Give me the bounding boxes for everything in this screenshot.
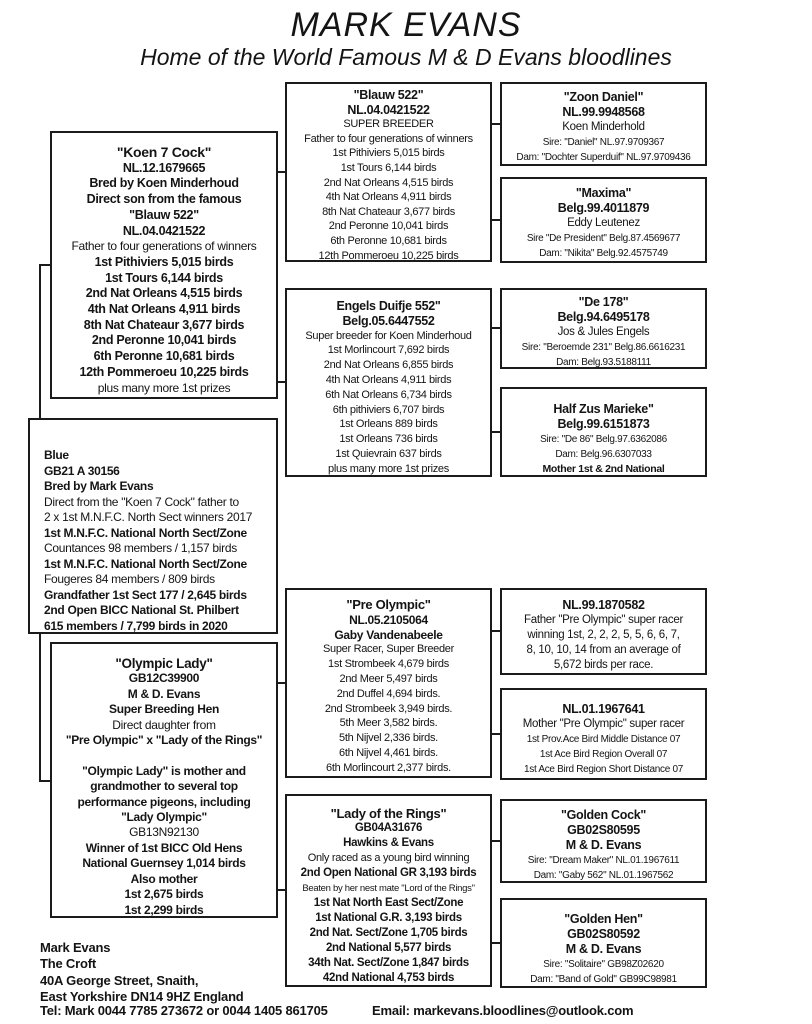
pedigree-line: Blue <box>44 448 69 462</box>
pedigree-line: winning 1st, 2, 2, 2, 5, 5, 6, 6, 7, <box>527 629 680 641</box>
pedigree-line: Belg.94.6495178 <box>557 310 650 324</box>
footer-address <box>40 940 244 1006</box>
pedigree-line: NL.04.0421522 <box>122 223 206 238</box>
pedigree-line: Belg.99.4011879 <box>557 201 650 215</box>
pedigree-line: Father "Pre Olympic" super racer <box>524 614 683 626</box>
pedigree-line: NL.01.1967641 <box>562 702 645 716</box>
pedigree-line: M & D. Evans <box>565 942 642 956</box>
pedigree-box-blauw-522 <box>285 82 492 262</box>
pedigree-line: 1st M.N.F.C. National North Sect/Zone <box>44 525 247 540</box>
pedigree-box-golden-hen <box>500 898 707 988</box>
pedigree-line: Half Zus Marieke" <box>553 402 654 416</box>
pedigree-line: 2nd Duffel 4,694 birds. <box>336 687 441 700</box>
pedigree-line: SUPER BREEDER <box>343 118 434 131</box>
pedigree-line: "Golden Cock" <box>560 808 647 822</box>
pedigree-line: Koen Minderhold <box>562 121 645 133</box>
pedigree-line: 1st Pithiviers 5,015 birds <box>94 254 234 269</box>
pedigree-line: GB13N92130 <box>129 825 199 840</box>
pedigree-line: 8, 10, 10, 14 from an average of <box>526 644 681 656</box>
footer-email: Email: markevans.bloodlines@outlook.com <box>372 1003 634 1018</box>
line-spacer <box>52 748 276 763</box>
pedigree-line: 42nd National 4,753 birds <box>322 972 455 984</box>
pedigree-box-maxima <box>500 177 707 263</box>
pedigree-line: GB02S80592 <box>567 927 640 941</box>
pedigree-line: Countances 98 members / 1,157 birds <box>44 541 237 555</box>
pedigree-line: 1st Ace Bird Region Overall 07 <box>539 749 668 760</box>
pedigree-line: Sire: "Daniel" NL.97.9709367 <box>542 137 665 148</box>
pedigree-box-golden-cock <box>500 799 707 883</box>
pedigree-line: "Blauw 522" <box>353 88 424 102</box>
pedigree-line: 1st 2,675 birds <box>124 887 204 902</box>
pedigree-line: "Zoon Daniel" <box>563 90 644 104</box>
pedigree-line: Beaten by her nest mate "Lord of the Rings" <box>302 883 475 894</box>
pedigree-line: Direct from the "Koen 7 Cock" father to <box>44 494 239 509</box>
pedigree-line: 12th Pommeroeu 10,225 birds <box>318 249 459 262</box>
pedigree-line: Dam: "Gaby 562" NL.01.1967562 <box>533 870 674 881</box>
pedigree-line: Dam: Belg.96.6307033 <box>555 449 652 460</box>
pedigree-line: Father to four generations of winners <box>71 239 257 254</box>
pedigree-line: Mother 1st & 2nd National <box>542 463 665 475</box>
pedigree-box-engels-duifje-552 <box>285 288 492 477</box>
pedigree-line: NL.99.9948568 <box>562 105 645 119</box>
pedigree-line: performance pigeons, including <box>77 794 251 809</box>
pedigree-line: Dam: "Dochter Superduif" NL.97.9709436 <box>516 152 691 163</box>
pedigree-line: 2 x 1st M.N.F.C. North Sect winners 2017 <box>44 510 253 524</box>
pedigree-box-nl01-1967641 <box>500 688 707 780</box>
pedigree-line: GB02S80595 <box>567 823 640 837</box>
pedigree-line: Dam: Belg.93.5188111 <box>556 357 651 368</box>
pedigree-line: "Lady Olympic" <box>121 810 207 825</box>
pedigree-line: 2nd Nat. Sect/Zone 1,705 birds <box>309 927 468 939</box>
pedigree-line: 2nd National 5,577 birds <box>325 942 452 954</box>
pedigree-line: 5,672 birds per race. <box>553 659 654 671</box>
pedigree-line: 1st Morlincourt 7,692 birds <box>327 344 450 357</box>
pedigree-line: 2nd Nat Orleans 4,515 birds <box>323 176 454 189</box>
pedigree-line: Super breeder for Koen Minderhoud <box>305 329 472 342</box>
pedigree-line: 8th Nat Chateaur 3,677 birds <box>83 317 245 332</box>
pedigree-line: 6th Nijvel 4,461 birds. <box>339 746 438 759</box>
pedigree-line: "Pre Olympic" <box>346 597 431 612</box>
pedigree-line: The Croft <box>40 956 96 972</box>
pedigree-line: 1st Nat North East Sect/Zone <box>313 897 464 909</box>
pedigree-box-lady-of-the-rings <box>285 794 492 987</box>
pedigree-line: Sire: "Dream Maker" NL.01.1967611 <box>527 855 680 866</box>
pedigree-line: Engels Duifje 552" <box>336 299 441 313</box>
pedigree-line: 2nd Nat Orleans 6,855 birds <box>323 359 454 372</box>
pedigree-line: Sire: "Beroemde 231" Belg.86.6616231 <box>521 342 686 353</box>
pedigree-line: NL.12.1679665 <box>122 160 206 175</box>
pedigree-box-koen-7-cock <box>50 131 278 399</box>
pedigree-line: "Blauw 522" <box>129 207 199 222</box>
pedigree-line: 1st 2,299 birds <box>124 902 204 917</box>
pedigree-line: 5th Meer 3,582 birds. <box>339 717 438 730</box>
pedigree-line: GB21 A 30156 <box>44 463 120 478</box>
pedigree-line: Dam: "Nikita" Belg.92.4575749 <box>539 248 668 259</box>
pedigree-line: Bred by Koen Minderhoud <box>89 176 239 191</box>
pedigree-line: 6th Morlincourt 2,377 birds. <box>326 761 451 774</box>
pedigree-line: "Golden Hen" <box>564 912 643 926</box>
pedigree-line: 2nd Open National GR 3,193 birds <box>300 867 477 879</box>
pedigree-line: 6th Peronne 10,681 birds <box>93 349 235 364</box>
pedigree-box-half-zus-marieke <box>500 387 707 477</box>
pedigree-line: 615 members / 7,799 birds in 2020 <box>44 618 228 633</box>
pedigree-line: 34th Nat. Sect/Zone 1,847 birds <box>308 957 469 969</box>
pedigree-line: plus many more 1st prizes <box>97 380 231 395</box>
pedigree-line: Dam: "Band of Gold" GB99C98981 <box>530 974 677 985</box>
pedigree-line: Super Racer, Super Breeder <box>322 643 454 656</box>
pedigree-line: 2nd Open BICC National St. Philbert <box>44 603 239 617</box>
pedigree-line: Direct son from the famous <box>86 192 242 207</box>
pedigree-line: Sire "De President" Belg.87.4569677 <box>526 233 681 244</box>
pedigree-line: 1st M.N.F.C. National North Sect/Zone <box>44 556 247 571</box>
pedigree-line: Grandfather 1st Sect 177 / 2,645 birds <box>44 587 247 602</box>
pedigree-line: Belg.05.6447552 <box>342 313 435 328</box>
pedigree-line: Mark Evans <box>40 940 111 955</box>
pedigree-line: Direct daughter from <box>112 717 216 732</box>
pedigree-box-nl99-1870582 <box>500 588 707 675</box>
pedigree-line: 2nd Peronne 10,041 birds <box>328 220 449 233</box>
pedigree-line: 1st Ace Bird Region Short Distance 07 <box>524 764 683 775</box>
pedigree-line: grandmother to several top <box>90 779 238 794</box>
pedigree-line: Hawkins & Evans <box>343 837 434 849</box>
pedigree-line: Jos & Jules Engels <box>557 326 650 338</box>
pedigree-line: "Koen 7 Cock" <box>116 144 212 160</box>
pedigree-line: 40A George Street, Snaith, <box>40 972 199 988</box>
pedigree-line: NL.05.2105064 <box>349 612 428 627</box>
page-subtitle: Home of the World Famous M & D Evans bloodlines <box>140 44 672 70</box>
pedigree-line: 8th Nat Chateaur 3,677 birds <box>322 205 455 218</box>
pedigree-line: Super Breeding Hen <box>109 702 219 717</box>
pedigree-line: 6th pithiviers 6,707 birds <box>332 403 445 416</box>
pedigree-line: Only raced as a young bird winning <box>307 852 470 864</box>
pedigree-line: Gaby Vandenabeele <box>334 627 443 642</box>
pedigree-line: 4th Nat Orleans 4,911 birds <box>325 191 452 204</box>
pedigree-line: Mother "Pre Olympic" super racer <box>522 718 685 730</box>
pedigree-line: Fougeres 84 members / 809 birds <box>44 572 215 586</box>
pedigree-box-olympic-lady <box>50 642 278 918</box>
pedigree-line: 6th Peronne 10,681 birds <box>330 234 447 247</box>
pedigree-line: 5th Nijvel 2,336 birds. <box>339 732 438 745</box>
pedigree-line: Belg.99.6151873 <box>557 417 650 431</box>
pedigree-line: 4th Nat Orleans 4,911 birds <box>325 373 452 386</box>
pedigree-box-zoon-daniel <box>500 82 707 166</box>
pedigree-line: 4th Nat Orleans 4,911 birds <box>87 302 241 317</box>
pedigree-line: GB12C39900 <box>128 671 200 686</box>
pedigree-line: Also mother <box>130 871 198 886</box>
pedigree-line: GB04A31676 <box>354 822 423 834</box>
pedigree-line: "Olympic Lady" is mother and <box>82 763 246 778</box>
pedigree-line: Bred by Mark Evans <box>44 479 154 493</box>
pedigree-line: Sire: "Solitaire" GB98Z02620 <box>543 959 664 970</box>
pedigree-line: 2nd Nat Orleans 4,515 birds <box>85 286 243 301</box>
pedigree-line: 1st National G.R. 3,193 birds <box>315 912 462 924</box>
pedigree-line: 1st Orleans 889 birds <box>339 418 438 431</box>
pedigree-line: M & D. Evans <box>127 686 201 701</box>
pedigree-line: "De 178" <box>578 295 629 309</box>
pedigree-line: East Yorkshire DN14 9HZ England <box>40 989 244 1005</box>
pedigree-line: "Olympic Lady" <box>115 656 213 671</box>
pedigree-line: plus many more 1st prizes <box>328 462 449 475</box>
connector-line <box>39 264 41 418</box>
pedigree-line: NL.04.0421522 <box>347 102 430 117</box>
footer-telephone: Tel: Mark 0044 7785 273672 or 0044 1405 861705 <box>40 1003 328 1018</box>
pedigree-line: 1st Pithiviers 5,015 birds <box>332 147 445 160</box>
pedigree-line: Eddy Leutenez <box>567 217 640 229</box>
pedigree-line: 1st Tours 6,144 birds <box>340 161 437 174</box>
pedigree-line: "Maxima" <box>575 186 632 200</box>
pedigree-box-pre-olympic <box>285 588 492 778</box>
pedigree-line: 1st Orleans 736 birds <box>339 433 438 446</box>
pedigree-line: Sire: "De 86" Belg.97.6362086 <box>540 434 667 445</box>
pedigree-line: 12th Pommeroeu 10,225 birds <box>79 364 249 379</box>
pedigree-line: 6th Nat Orleans 6,734 birds <box>325 388 452 401</box>
pedigree-line: 2nd Strombeek 3,949 birds. <box>324 702 453 715</box>
pedigree-line: 1st Prov.Ace Bird Middle Distance 07 <box>526 734 681 745</box>
pedigree-line: 2nd Meer 5,497 birds <box>339 672 438 685</box>
pedigree-line: National Guernsey 1,014 birds <box>82 856 246 871</box>
pedigree-line: "Pre Olympic" x "Lady of the Rings" <box>65 733 263 748</box>
pedigree-line: 1st Quievrain 637 birds <box>335 447 442 460</box>
pedigree-box-blue-gb21a30156 <box>28 418 278 634</box>
pedigree-line: M & D. Evans <box>565 838 642 852</box>
pedigree-line: 2nd Peronne 10,041 birds <box>91 333 237 348</box>
pedigree-line: Father to four generations of winners <box>304 132 473 145</box>
pedigree-box-de-178 <box>500 288 707 369</box>
pedigree-line: 1st Tours 6,144 birds <box>105 270 223 285</box>
connector-line <box>39 634 41 782</box>
pedigree-line: NL.99.1870582 <box>562 598 645 612</box>
page-title: MARK EVANS <box>290 6 522 44</box>
pedigree-line: 1st Strombeek 4,679 birds <box>328 658 449 671</box>
pedigree-line: Winner of 1st BICC Old Hens <box>85 840 243 855</box>
pedigree-line: "Lady of the Rings" <box>330 806 447 821</box>
